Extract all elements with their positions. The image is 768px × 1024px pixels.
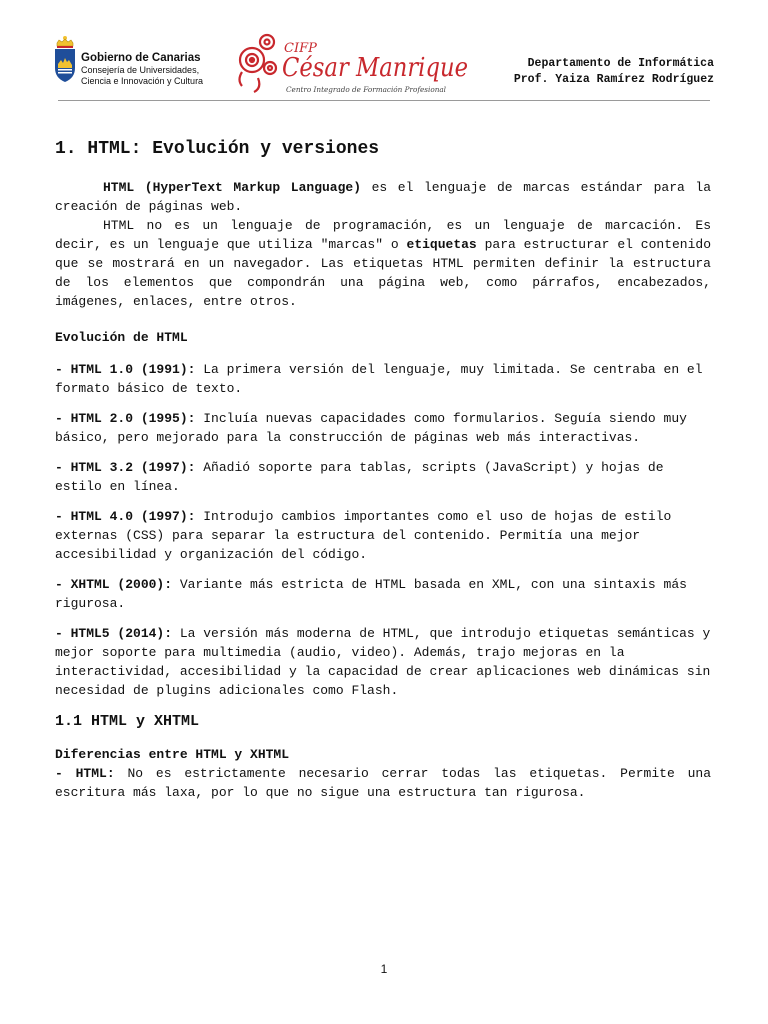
gobierno-title: Gobierno de Canarias xyxy=(81,52,201,64)
version-list xyxy=(55,360,711,700)
intro-paragraph-2-text-a: HTML no es un lenguaje de programación, es un lenguaje de marcación. Es decir, es un lenguaje que utiliza "marcas" o xyxy=(55,218,711,252)
version-label: - HTML 4.0 (1997): xyxy=(55,509,196,524)
version-description: Añadió soporte para tablas, scripts (JavaScript) y hojas de estilo en línea. xyxy=(55,460,664,494)
version-description: La primera versión del lenguaje, muy limitada. Se centraba en el formato básico de texto. xyxy=(55,362,703,396)
cifp-name: César Manrique xyxy=(282,53,468,83)
version-item-html-4-0 xyxy=(55,507,711,564)
version-label: - HTML5 (2014): xyxy=(55,626,173,641)
differences-heading: Diferencias entre HTML y XHTML xyxy=(55,747,290,762)
version-description: Incluía nuevas capacidades como formularios. Seguía siendo muy básico, pero mejorado para la construcción de páginas web más interactivas. xyxy=(55,411,687,445)
page-number: 1 xyxy=(380,962,388,976)
version-label: - HTML 2.0 (1995): xyxy=(55,411,196,426)
version-description: Variante más estricta de HTML basada en XML, con una sintaxis más rigurosa. xyxy=(55,577,687,611)
department-name: Departamento de Informática xyxy=(527,57,714,70)
canarias-coat-of-arms-icon xyxy=(50,34,80,86)
header-divider xyxy=(58,100,710,101)
intro-paragraph-1 xyxy=(55,178,711,216)
gobierno-subtitle-1: Consejería de Universidades, xyxy=(81,65,200,75)
version-label: - HTML 3.2 (1997): xyxy=(55,460,196,475)
html-definition-term: HTML (HyperText Markup Language) xyxy=(103,180,362,195)
section-1-title: 1. HTML: Evolución y versiones xyxy=(55,139,380,159)
html-difference-label: - HTML: xyxy=(55,766,115,781)
evolution-heading: Evolución de HTML xyxy=(55,330,188,345)
version-item-html5 xyxy=(55,624,711,700)
version-label: - XHTML (2000): xyxy=(55,577,173,592)
intro-paragraph-2 xyxy=(55,216,711,311)
intro-paragraph-2-text-b: para estructurar el contenido que se mostrará en un navegador. Las etiquetas HTML permiten definir la estructura de los elementos que compondrán una página web, como párrafos, encabezados, imágenes, enlaces, entre otros. xyxy=(55,237,711,309)
cifp-small-label: CIFP xyxy=(284,41,317,56)
version-description: Introdujo cambios importantes como el uso de hojas de estilo externas (CSS) para separar la estructura del contenido. Permitía una mejor accesibilidad y organización del código. xyxy=(55,509,672,562)
gobierno-subtitle-2: Ciencia e Innovación y Cultura xyxy=(81,75,204,86)
html-difference-paragraph xyxy=(55,764,711,802)
intro-paragraph-1-text: es el lenguaje de marcas estándar para la creación de páginas web. xyxy=(55,180,711,214)
document-body xyxy=(55,136,711,802)
version-item-xhtml xyxy=(55,575,711,613)
department-info xyxy=(514,56,714,88)
cifp-cesar-manrique-logo xyxy=(234,28,474,100)
version-description: La versión más moderna de HTML, que introdujo etiquetas semánticas y mejor soporte para multimedia (audio, video). Además, trajo mejoras en la interactividad, accesibilidad y la capacidad de crear aplicaciones web dinámicas sin necesidad de plugins adicionales como Flash. xyxy=(55,626,711,698)
gobierno-canarias-logo xyxy=(50,34,250,94)
etiquetas-term: etiquetas xyxy=(406,237,477,252)
html-difference-text: No es estrictamente necesario cerrar todas las etiquetas. Permite una escritura más laxa, por lo que no sigue una estructura tan rigurosa. xyxy=(55,766,711,800)
version-item-html-2-0 xyxy=(55,409,711,447)
version-item-html-3-2 xyxy=(55,458,711,496)
version-label: - HTML 1.0 (1991): xyxy=(55,362,196,377)
section-1-1-title: 1.1 HTML y XHTML xyxy=(55,713,200,730)
cifp-tagline: Centro Integrado de Formación Profesional xyxy=(286,86,446,94)
page-header xyxy=(50,28,714,100)
gobierno-text xyxy=(81,52,203,86)
professor-name: Prof. Yaiza Ramírez Rodríguez xyxy=(513,73,714,86)
version-item-html-1-0 xyxy=(55,360,711,398)
